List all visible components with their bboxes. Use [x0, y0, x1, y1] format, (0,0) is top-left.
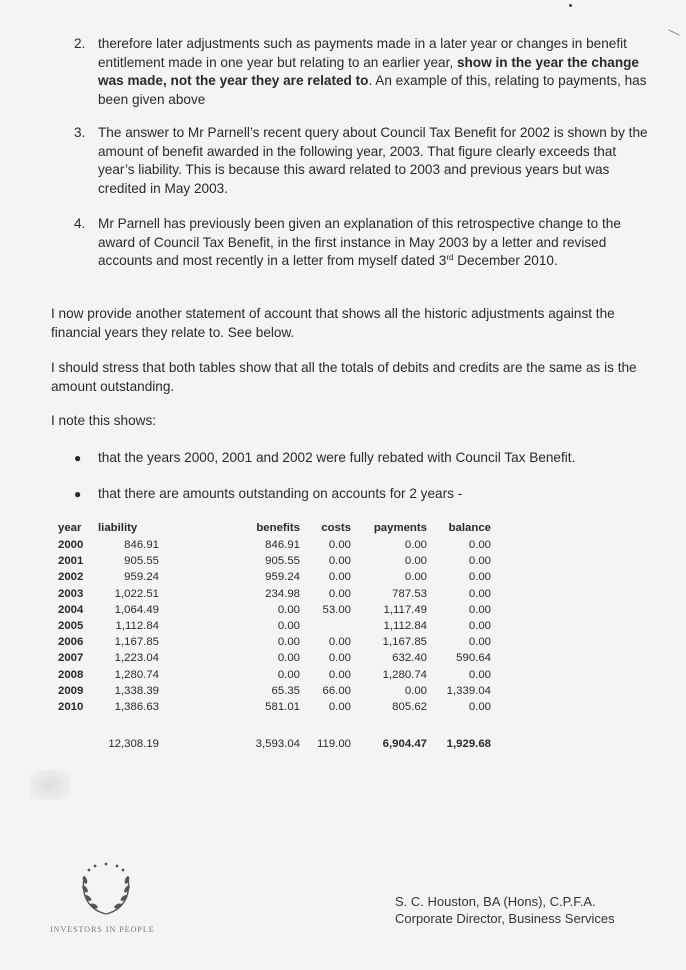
cell-balance: 0.00	[468, 555, 491, 568]
signature-block	[395, 893, 615, 927]
table-header-row	[58, 522, 498, 538]
cell-liability: 1,022.51	[114, 587, 159, 600]
table-row	[58, 685, 498, 701]
cell-payments: 805.62	[392, 701, 427, 713]
cell-balance: 0.00	[468, 539, 491, 551]
cell-benefits: 959.24	[265, 571, 300, 584]
cell-liability: 1,280.74	[114, 668, 159, 681]
cell-liability: 959.24	[124, 571, 159, 584]
cell-costs: 66.00	[322, 684, 351, 697]
numbered-item-3	[74, 124, 654, 198]
cell-year: 2003	[58, 587, 84, 600]
cell-costs: 0.00	[328, 571, 351, 584]
cell-balance: 0.00	[468, 701, 491, 713]
table-row	[58, 588, 498, 604]
cell-benefits: 0.00	[277, 636, 300, 649]
item-number: 3.	[74, 125, 86, 140]
cell-year: 2008	[58, 668, 84, 681]
item-text: therefore later adjustments such as payments made in a later year or changes in benefit entitlement made in one year but relating to an earlier year, show in the year the change was made, not the year they are related to. An example of this, relating to payments, has been given above	[98, 36, 647, 107]
bullet-icon: ●	[74, 451, 82, 465]
cell-liability: 1,167.85	[114, 636, 159, 649]
header-payments: payments	[373, 522, 427, 534]
cell-costs: 0.00	[328, 539, 351, 551]
cell-costs: 0.00	[328, 668, 351, 681]
total-liability: 12,308.19	[108, 738, 159, 750]
header-benefits: benefits	[256, 522, 300, 534]
cell-liability: 905.55	[124, 555, 159, 568]
table-row	[58, 636, 498, 652]
numbered-item-2	[74, 35, 654, 109]
table-row	[58, 539, 498, 555]
cell-payments: 1,112.84	[383, 620, 427, 632]
logo-text: INVESTORS IN PEOPLE	[50, 925, 155, 934]
cell-benefits: 846.91	[265, 539, 300, 551]
cell-year: 2000	[58, 539, 84, 551]
cell-costs: 0.00	[328, 701, 351, 713]
cell-costs: 0.00	[328, 652, 351, 665]
cell-payments: 1,167.85	[382, 636, 427, 649]
table-row	[58, 620, 498, 636]
cell-benefits: 234.98	[265, 587, 300, 600]
cell-liability: 1,064.49	[114, 603, 159, 616]
cell-payments: 0.00	[404, 555, 427, 568]
cell-year: 2009	[58, 684, 84, 697]
cell-benefits: 0.00	[277, 668, 300, 681]
cell-balance: 0.00	[468, 587, 491, 600]
cell-balance: 0.00	[468, 636, 491, 649]
table-row	[58, 555, 498, 571]
bullet-icon: ●	[74, 487, 82, 501]
cell-liability: 846.91	[124, 539, 159, 551]
cell-year: 2005	[58, 620, 84, 632]
total-costs: 119.00	[317, 738, 351, 750]
header-costs: costs	[321, 522, 351, 534]
total-payments: 6,904.47	[382, 738, 427, 750]
cell-liability: 1,386.63	[114, 701, 159, 713]
scan-speck	[569, 4, 572, 7]
cell-liability: 1,338.39	[114, 684, 159, 697]
table-row	[58, 604, 498, 620]
cell-balance: 1,339.04	[446, 684, 491, 697]
item-text: The answer to Mr Parnell’s recent query about Council Tax Benefit for 2002 is shown by the amount of benefit awarded in the following year, 2003. That figure clearly exceeds that year’s liability. This is because this award related to 2003 and previous years but was credited in May 2003.	[98, 125, 648, 196]
cell-year: 2006	[58, 636, 84, 649]
cell-balance: 590.64	[456, 652, 491, 665]
signature-name: S. C. Houston, BA (Hons), C.P.F.A.	[395, 894, 596, 909]
header-year: year	[58, 522, 82, 534]
paragraph-stress: I should stress that both tables show that all the totals of debits and credits are the same as is the amount outstanding.	[51, 360, 637, 394]
cell-costs: 53.00	[322, 603, 351, 616]
cell-payments: 787.53	[392, 587, 427, 600]
laurel-wreath-icon	[75, 858, 137, 920]
total-benefits: 3,593.04	[255, 738, 300, 750]
cell-payments: 1,117.49	[383, 603, 427, 616]
cell-payments: 0.00	[404, 684, 427, 697]
cell-year: 2010	[58, 701, 84, 713]
cell-balance: 0.00	[468, 620, 491, 632]
cell-liability: 1,112.84	[115, 620, 159, 632]
cell-balance: 0.00	[468, 571, 491, 584]
item-number: 2.	[74, 36, 86, 51]
cell-payments: 632.40	[392, 652, 427, 665]
cell-benefits: 0.00	[277, 603, 300, 616]
cell-balance: 0.00	[468, 668, 491, 681]
cell-benefits: 65.35	[271, 684, 300, 697]
header-liability: liability	[98, 522, 138, 534]
cell-balance: 0.00	[468, 603, 491, 616]
cell-liability: 1,223.04	[114, 652, 159, 665]
cell-year: 2001	[58, 555, 84, 568]
cell-year: 2004	[58, 603, 84, 616]
bullet-item: ● that there are amounts outstanding on accounts for 2 years -	[74, 486, 463, 501]
cell-benefits: 905.55	[265, 555, 300, 568]
item-bold-text: show in the year the change was made, not the year they are related to	[98, 54, 639, 88]
header-balance: balance	[448, 522, 491, 534]
cell-benefits: 0.00	[277, 620, 300, 632]
bullet-item: ● that the years 2000, 2001 and 2002 were fully rebated with Council Tax Benefit.	[74, 450, 576, 465]
cell-payments: 0.00	[404, 539, 427, 551]
item-text: Mr Parnell has previously been given an explanation of this retrospective change to the award of Council Tax Benefit, in the first instance in May 2003 by a letter and revised accounts and most recently in a letter from myself dated 3rd December 2010.	[98, 216, 621, 268]
cell-benefits: 0.00	[277, 652, 300, 665]
table-row	[58, 571, 498, 587]
cell-costs: 0.00	[328, 587, 351, 600]
paragraph-note: I note this shows:	[51, 413, 157, 428]
cell-payments: 1,280.74	[382, 668, 427, 681]
scan-mark	[668, 30, 679, 36]
cell-costs: 0.00	[328, 555, 351, 568]
numbered-item-4	[74, 215, 654, 271]
cell-year: 2002	[58, 571, 84, 584]
signature-title: Corporate Director, Business Services	[395, 911, 615, 926]
cell-year: 2007	[58, 652, 84, 665]
total-balance: 1,929.68	[446, 738, 491, 750]
table-row	[58, 669, 498, 685]
table-row	[58, 701, 498, 717]
item-number: 4.	[74, 216, 86, 231]
scan-smudge	[30, 770, 70, 800]
cell-benefits: 581.01	[265, 701, 300, 713]
table-totals-row	[58, 738, 498, 754]
table-row	[58, 652, 498, 668]
paragraph-statement: I now provide another statement of account that shows all the historic adjustments against the financial years they relate to. See below.	[51, 306, 615, 340]
cell-costs: 0.00	[328, 636, 351, 649]
cell-payments: 0.00	[404, 571, 427, 584]
